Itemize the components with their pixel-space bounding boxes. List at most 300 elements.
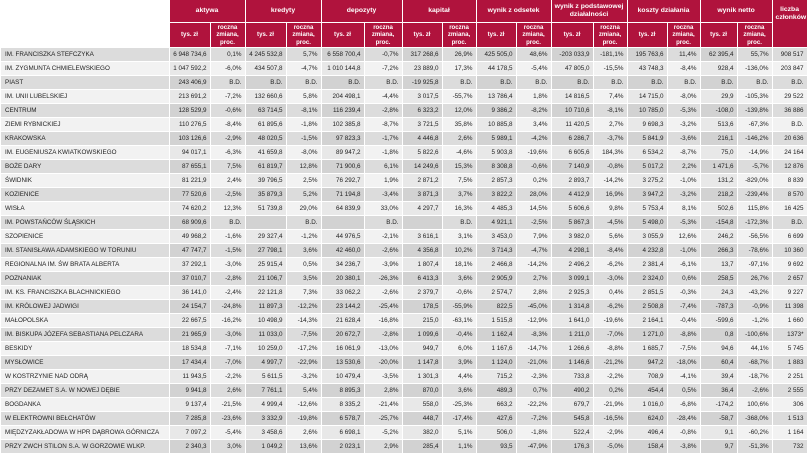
table-row: [1, 370, 807, 384]
row-value-cell: -16,8%: [364, 314, 402, 328]
row-value-cell: -7,1%: [210, 342, 245, 356]
table-row: [1, 440, 807, 454]
table-row: [1, 104, 807, 118]
row-value-cell: 3,9%: [442, 356, 476, 370]
row-value-cell: -97,1%: [737, 258, 772, 272]
row-value-cell: -2,6%: [364, 286, 402, 300]
row-value-cell: 1 167,6: [476, 342, 516, 356]
row-value-cell: -12,9%: [516, 314, 551, 328]
row-value-cell: 11 943,5: [169, 370, 210, 384]
row-value-cell: 25 915,4: [245, 258, 286, 272]
row-value-cell: -2,6%: [364, 244, 402, 258]
row-value-cell: -105,3%: [737, 90, 772, 104]
row-value-cell: 9,7: [700, 440, 737, 454]
row-value-cell: -8,8%: [593, 342, 627, 356]
row-value-cell: -25,3%: [442, 398, 476, 412]
row-value-cell: 7,5%: [210, 160, 245, 174]
row-value-cell: 3,0%: [210, 440, 245, 454]
row-value-cell: 8 308,8: [476, 160, 516, 174]
row-name-cell: KOZIENICE: [1, 188, 169, 202]
row-value-cell: 1 016,0: [627, 398, 667, 412]
row-value-cell: -0,8%: [593, 160, 627, 174]
row-value-cell: 11 897,3: [245, 300, 286, 314]
row-value-cell: 2,4%: [210, 174, 245, 188]
row-value-cell: 110 276,5: [169, 118, 210, 132]
row-value-cell: -3,2%: [286, 370, 321, 384]
row-value-cell: 2 871,2: [402, 174, 442, 188]
row-value-cell: 27 798,1: [245, 244, 286, 258]
row-value-cell: 77 520,6: [169, 188, 210, 202]
row-value-cell: 1 301,3: [402, 370, 442, 384]
row-value-cell: 48 020,5: [245, 132, 286, 146]
row-value-cell: 2,7%: [593, 118, 627, 132]
row-value-cell: 679,7: [551, 398, 593, 412]
row-value-cell: B.D.: [700, 76, 737, 90]
row-value-cell: 3,6%: [286, 244, 321, 258]
row-value-cell: 4 485,3: [476, 202, 516, 216]
row-value-cell: 7,4%: [593, 90, 627, 104]
row-value-cell: 97 823,3: [321, 132, 364, 146]
row-value-cell: 2 508,8: [627, 300, 667, 314]
row-value-cell: 24,3: [700, 286, 737, 300]
row-value-cell: -20,0%: [364, 356, 402, 370]
row-value-cell: 2,8%: [364, 384, 402, 398]
row-value-cell: 71 900,6: [321, 160, 364, 174]
row-value-cell: 715,2: [476, 370, 516, 384]
row-value-cell: 8,1%: [667, 202, 700, 216]
row-value-cell: -829,0%: [737, 174, 772, 188]
row-value-cell: 5 611,5: [245, 370, 286, 384]
row-value-cell: -21,4%: [364, 398, 402, 412]
row-value-cell: -6,2%: [593, 258, 627, 272]
row-value-cell: B.D.: [737, 76, 772, 90]
row-value-cell: -17,2%: [286, 342, 321, 356]
header-wynik-odsetek: wynik z odsetek: [476, 0, 551, 23]
row-value-cell: -0,6%: [516, 160, 551, 174]
row-value-cell: 4 999,4: [245, 398, 286, 412]
row-value-cell: 26,7%: [737, 272, 772, 286]
row-value-cell: 8 895,3: [321, 384, 364, 398]
row-value-cell: 6,0%: [442, 342, 476, 356]
row-value-cell: 558,0: [402, 398, 442, 412]
row-value-cell: 11 398: [772, 300, 807, 314]
row-value-cell: B.D.: [516, 76, 551, 90]
row-value-cell: 42 460,0: [321, 244, 364, 258]
row-value-cell: 16 425: [772, 202, 807, 216]
row-value-cell: 8 570: [772, 188, 807, 202]
row-value-cell: 115,8%: [737, 202, 772, 216]
row-value-cell: -19 925,8: [402, 76, 442, 90]
row-value-cell: 39,4: [700, 370, 737, 384]
row-value-cell: -3,0%: [210, 258, 245, 272]
row-value-cell: 5 989,1: [476, 132, 516, 146]
row-value-cell: 74 620,2: [169, 202, 210, 216]
row-value-cell: 128 529,9: [169, 104, 210, 118]
row-value-cell: -8,4%: [667, 62, 700, 76]
row-value-cell: 0,2%: [593, 384, 627, 398]
row-value-cell: 1 124,0: [476, 356, 516, 370]
row-value-cell: 2 023,1: [321, 440, 364, 454]
row-value-cell: 732: [772, 440, 807, 454]
row-value-cell: 23 144,2: [321, 300, 364, 314]
row-value-cell: -8,7%: [364, 118, 402, 132]
table-row: [1, 286, 807, 300]
row-value-cell: 2,9%: [364, 440, 402, 454]
row-value-cell: 10 498,9: [245, 314, 286, 328]
row-value-cell: 75,0: [700, 146, 737, 160]
row-name-cell: WISŁA: [1, 202, 169, 216]
row-value-cell: -12,2%: [286, 300, 321, 314]
table-row: [1, 174, 807, 188]
row-value-cell: -2,9%: [210, 132, 245, 146]
row-value-cell: 11 420,5: [551, 118, 593, 132]
row-value-cell: 12,0%: [442, 104, 476, 118]
row-value-cell: 218,2: [700, 188, 737, 202]
row-value-cell: 2 324,0: [627, 272, 667, 286]
row-value-cell: 4 297,7: [402, 202, 442, 216]
row-value-cell: 12,8%: [286, 160, 321, 174]
row-value-cell: 6 413,3: [402, 272, 442, 286]
row-value-cell: -6,0%: [210, 62, 245, 76]
row-value-cell: -2,5%: [516, 216, 551, 230]
row-value-cell: B.D.: [772, 216, 807, 230]
row-value-cell: 18,1%: [442, 258, 476, 272]
row-value-cell: 61 895,6: [245, 118, 286, 132]
row-value-cell: 427,6: [476, 412, 516, 426]
row-value-cell: 47 805,0: [551, 62, 593, 76]
row-value-cell: 55,7%: [737, 48, 772, 62]
table-row: [1, 356, 807, 370]
row-value-cell: 9 137,4: [169, 398, 210, 412]
row-value-cell: 2,2%: [667, 160, 700, 174]
row-value-cell: -599,6: [700, 314, 737, 328]
row-value-cell: 13,7: [700, 258, 737, 272]
row-value-cell: 4 412,9: [551, 188, 593, 202]
subheader-roczna-zmiana: roczna zmiana, proc.: [667, 23, 700, 48]
row-name-cell: IM. POWSTAŃCÓW ŚLĄSKICH: [1, 216, 169, 230]
row-value-cell: -6,1%: [667, 258, 700, 272]
row-value-cell: 216,1: [700, 132, 737, 146]
row-value-cell: 11,4%: [667, 48, 700, 62]
row-value-cell: 94,6: [700, 342, 737, 356]
row-value-cell: 2 251: [772, 370, 807, 384]
row-value-cell: 1 162,4: [476, 328, 516, 342]
row-value-cell: 204 498,1: [321, 90, 364, 104]
row-value-cell: -28,4%: [667, 412, 700, 426]
row-value-cell: 6 948 734,6: [169, 48, 210, 62]
row-value-cell: 3,7%: [442, 188, 476, 202]
row-value-cell: 5,7%: [286, 48, 321, 62]
table-row: [1, 272, 807, 286]
table-row: [1, 300, 807, 314]
row-value-cell: B.D.: [476, 76, 516, 90]
row-value-cell: B.D.: [210, 216, 245, 230]
row-value-cell: 5 745: [772, 342, 807, 356]
row-value-cell: -139,8%: [737, 104, 772, 118]
row-value-cell: -3,4%: [364, 188, 402, 202]
row-value-cell: 5 017,2: [627, 160, 667, 174]
row-value-cell: -4,1%: [667, 370, 700, 384]
row-value-cell: 4 997,7: [245, 356, 286, 370]
row-value-cell: B.D.: [442, 216, 476, 230]
row-value-cell: -14,9%: [737, 146, 772, 160]
row-value-cell: 43 748,3: [627, 62, 667, 76]
row-value-cell: 3 721,5: [402, 118, 442, 132]
row-value-cell: 1 515,8: [476, 314, 516, 328]
row-value-cell: 448,7: [402, 412, 442, 426]
row-value-cell: 243 406,9: [169, 76, 210, 90]
row-value-cell: 33 062,2: [321, 286, 364, 300]
row-name-cell: MYSŁOWICE: [1, 356, 169, 370]
row-name-cell: ZIEMI RYBNICKIEJ: [1, 118, 169, 132]
row-value-cell: 382,0: [402, 426, 442, 440]
row-value-cell: 195 763,6: [627, 48, 667, 62]
row-value-cell: -18,7%: [737, 370, 772, 384]
row-value-cell: 6 534,2: [627, 146, 667, 160]
row-value-cell: -6,2%: [593, 300, 627, 314]
table-row: [1, 202, 807, 216]
row-value-cell: 5 753,4: [627, 202, 667, 216]
row-value-cell: 4,4%: [442, 370, 476, 384]
row-value-cell: -8,1%: [593, 104, 627, 118]
row-value-cell: 68 909,6: [169, 216, 210, 230]
row-value-cell: 5,2%: [286, 188, 321, 202]
row-value-cell: 2,6%: [442, 132, 476, 146]
row-value-cell: -3,2%: [667, 188, 700, 202]
row-value-cell: 60,4: [700, 356, 737, 370]
subheader-tys-zl: tys. zł: [169, 23, 210, 48]
row-value-cell: -3,5%: [364, 370, 402, 384]
subheader-tys-zl: tys. zł: [321, 23, 364, 48]
row-value-cell: 246,2: [700, 230, 737, 244]
row-value-cell: B.D.: [321, 76, 364, 90]
row-value-cell: -13,0%: [364, 342, 402, 356]
row-value-cell: 17 434,4: [169, 356, 210, 370]
table-row: [1, 258, 807, 272]
table-row: [1, 76, 807, 90]
row-value-cell: 10 710,6: [551, 104, 593, 118]
row-value-cell: 1 641,0: [551, 314, 593, 328]
header-liczba-czlonkow: liczba członków: [772, 0, 807, 48]
row-value-cell: 2 657: [772, 272, 807, 286]
row-value-cell: -239,4%: [737, 188, 772, 202]
row-value-cell: 35 879,3: [245, 188, 286, 202]
row-value-cell: 44 976,5: [321, 230, 364, 244]
row-value-cell: 14 249,6: [402, 160, 442, 174]
row-value-cell: -18,0%: [667, 356, 700, 370]
row-value-cell: 3,4%: [516, 118, 551, 132]
row-value-cell: -3,0%: [593, 272, 627, 286]
row-value-cell: 3 017,5: [402, 90, 442, 104]
row-value-cell: -15,5%: [593, 62, 627, 76]
row-value-cell: 16,9%: [593, 188, 627, 202]
row-value-cell: 51 739,8: [245, 202, 286, 216]
row-value-cell: 14 816,5: [551, 90, 593, 104]
row-value-cell: -21,5%: [210, 398, 245, 412]
row-value-cell: -3,7%: [593, 132, 627, 146]
row-value-cell: -16,2%: [210, 314, 245, 328]
row-value-cell: 36 886: [772, 104, 807, 118]
row-value-cell: 2 925,3: [551, 286, 593, 300]
row-value-cell: 1 271,0: [627, 328, 667, 342]
row-value-cell: 7 140,9: [551, 160, 593, 174]
row-value-cell: 12,3%: [210, 202, 245, 216]
row-value-cell: 94 017,1: [169, 146, 210, 160]
row-value-cell: 0,6%: [667, 272, 700, 286]
row-value-cell: -8,7%: [667, 146, 700, 160]
row-value-cell: 131,2: [700, 174, 737, 188]
row-value-cell: 1,8%: [516, 90, 551, 104]
row-value-cell: -0,4%: [442, 328, 476, 342]
row-value-cell: 9 386,2: [476, 104, 516, 118]
row-value-cell: -22,9%: [286, 356, 321, 370]
row-value-cell: -174,2: [700, 398, 737, 412]
row-value-cell: 6,1%: [364, 160, 402, 174]
row-value-cell: 22 121,8: [245, 286, 286, 300]
row-value-cell: -7,2%: [516, 412, 551, 426]
row-value-cell: 2 905,9: [476, 272, 516, 286]
row-value-cell: -0,8%: [667, 426, 700, 440]
row-value-cell: 5,1%: [442, 426, 476, 440]
table-row: [1, 412, 807, 426]
subheader-roczna-zmiana: roczna zmiana, proc.: [516, 23, 551, 48]
row-value-cell: -1,0%: [667, 174, 700, 188]
row-value-cell: 10,2%: [442, 244, 476, 258]
row-value-cell: 87 655,1: [169, 160, 210, 174]
row-value-cell: -7,2%: [364, 62, 402, 76]
row-value-cell: 1 049,2: [245, 440, 286, 454]
row-value-cell: 39 796,5: [245, 174, 286, 188]
row-value-cell: 522,4: [551, 426, 593, 440]
row-value-cell: -1,8%: [516, 426, 551, 440]
row-name-cell: IM. ZYGMUNTA CHMIELEWSKIEGO: [1, 62, 169, 76]
row-value-cell: 2,8%: [516, 286, 551, 300]
row-value-cell: 1 010 144,8: [321, 62, 364, 76]
row-value-cell: -55,7%: [442, 90, 476, 104]
row-value-cell: 2 340,3: [169, 440, 210, 454]
row-value-cell: 102 385,8: [321, 118, 364, 132]
row-name-cell: MIĘDZYZAKŁADOWA W HPR DĄBROWA GÓRNICZA: [1, 426, 169, 440]
row-value-cell: 3 275,2: [627, 174, 667, 188]
row-value-cell: 9,8%: [593, 202, 627, 216]
row-value-cell: 12,6%: [667, 230, 700, 244]
row-value-cell: -78,6%: [737, 244, 772, 258]
row-value-cell: 0,2%: [516, 174, 551, 188]
row-value-cell: -14,2%: [593, 174, 627, 188]
row-value-cell: -7,0%: [593, 328, 627, 342]
row-value-cell: 48,6%: [516, 48, 551, 62]
row-value-cell: 41 659,8: [245, 146, 286, 160]
row-value-cell: 132 660,6: [245, 90, 286, 104]
row-value-cell: -8,4%: [593, 244, 627, 258]
row-value-cell: 1373*: [772, 328, 807, 342]
row-value-cell: -2,2%: [210, 370, 245, 384]
subheader-tys-zl: tys. zł: [402, 23, 442, 48]
row-value-cell: B.D.: [286, 76, 321, 90]
row-name-cell: IM. UNII LUBELSKIEJ: [1, 90, 169, 104]
row-value-cell: -21,2%: [593, 356, 627, 370]
row-value-cell: 76 292,7: [321, 174, 364, 188]
row-value-cell: 6 323,2: [402, 104, 442, 118]
row-value-cell: 2,6%: [210, 384, 245, 398]
row-value-cell: 24 154,7: [169, 300, 210, 314]
row-value-cell: -47,9%: [516, 440, 551, 454]
header-aktywa: aktywa: [169, 0, 245, 23]
row-value-cell: -60,2%: [737, 426, 772, 440]
row-value-cell: -2,4%: [210, 286, 245, 300]
row-value-cell: 4 245 532,8: [245, 48, 286, 62]
row-value-cell: 5 867,3: [551, 216, 593, 230]
row-value-cell: 1,9%: [364, 174, 402, 188]
row-value-cell: -68,7%: [737, 356, 772, 370]
table-row: [1, 384, 807, 398]
row-value-cell: -0,6%: [210, 104, 245, 118]
row-name-cell: SZOPIENICE: [1, 230, 169, 244]
row-value-cell: -1,5%: [210, 244, 245, 258]
row-value-cell: 1 513: [772, 412, 807, 426]
row-value-cell: 1 099,6: [402, 328, 442, 342]
header-kapital: kapitał: [402, 0, 476, 23]
row-value-cell: -8,0%: [667, 90, 700, 104]
row-value-cell: 116 239,4: [321, 104, 364, 118]
row-value-cell: -5,4%: [516, 62, 551, 76]
row-value-cell: 2,6%: [286, 426, 321, 440]
row-value-cell: -2,2%: [593, 370, 627, 384]
row-value-cell: -17,4%: [442, 412, 476, 426]
row-value-cell: -0,3%: [667, 286, 700, 300]
table-row: [1, 328, 807, 342]
row-value-cell: 624,0: [627, 412, 667, 426]
credit-union-table: [1, 0, 808, 454]
row-value-cell: 33,0%: [364, 202, 402, 216]
row-value-cell: 2,5%: [286, 174, 321, 188]
row-name-cell: IM. KRÓLOWEJ JADWIGI: [1, 300, 169, 314]
row-value-cell: 3,1%: [442, 230, 476, 244]
row-value-cell: -3,0%: [210, 328, 245, 342]
row-value-cell: -25,4%: [364, 300, 402, 314]
row-value-cell: 14 715,0: [627, 90, 667, 104]
table-row: [1, 146, 807, 160]
row-value-cell: 5,8%: [286, 90, 321, 104]
row-value-cell: 29 327,4: [245, 230, 286, 244]
row-value-cell: -2,6%: [737, 384, 772, 398]
row-value-cell: 213 691,2: [169, 90, 210, 104]
row-value-cell: 10 259,0: [245, 342, 286, 356]
row-value-cell: 29 522: [772, 90, 807, 104]
row-value-cell: 2 851,5: [627, 286, 667, 300]
row-value-cell: -2,8%: [364, 104, 402, 118]
row-value-cell: 7,9%: [516, 230, 551, 244]
row-value-cell: 24 164: [772, 146, 807, 160]
row-name-cell: BOGDANKA: [1, 398, 169, 412]
row-value-cell: 3,6%: [442, 384, 476, 398]
row-value-cell: 11 033,0: [245, 328, 286, 342]
row-value-cell: 15,3%: [442, 160, 476, 174]
table-row: [1, 398, 807, 412]
row-value-cell: -14,3%: [286, 314, 321, 328]
row-value-cell: 6 699: [772, 230, 807, 244]
row-value-cell: -1,2%: [286, 230, 321, 244]
row-value-cell: 2 496,2: [551, 258, 593, 272]
row-value-cell: -2,9%: [593, 426, 627, 440]
row-value-cell: -19,8%: [286, 412, 321, 426]
row-value-cell: 12 876: [772, 160, 807, 174]
row-value-cell: -4,6%: [442, 146, 476, 160]
row-value-cell: 3,5%: [286, 272, 321, 286]
row-name-cell: W ELEKTROWNI BEŁCHATÓW: [1, 412, 169, 426]
table-row: [1, 230, 807, 244]
row-value-cell: 7 097,2: [169, 426, 210, 440]
